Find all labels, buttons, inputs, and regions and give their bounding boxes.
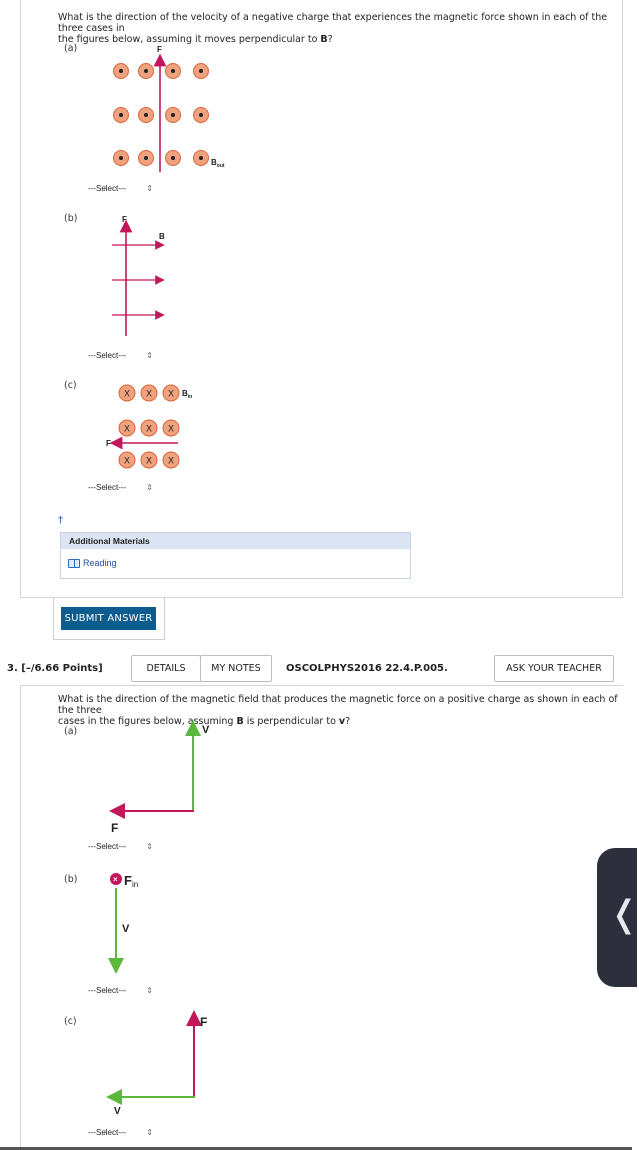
svg-text:×: ×	[113, 875, 118, 884]
reading-link[interactable]	[68, 558, 117, 568]
q3-prompt-line-1: What is the direction of the magnetic field that produces the magnetic force on a positive charge as shown in each of the three	[58, 694, 618, 716]
prompt-end: ?	[327, 34, 333, 45]
figure-2a	[105, 40, 245, 180]
force-label-c: F	[106, 439, 111, 448]
b-out-dots	[114, 64, 209, 166]
prompt-bold-b: B	[320, 34, 328, 45]
updown-chevron-icon: ⇕	[146, 1128, 153, 1137]
question-code: OSCOLPHYS2016 22.4.P.005.	[286, 663, 448, 674]
force-label-a: F	[157, 45, 162, 54]
force-label-b: F	[122, 215, 127, 224]
updown-chevron-icon: ⇕	[146, 351, 153, 360]
submit-container	[53, 598, 165, 640]
figure-2b	[108, 212, 188, 337]
f-in-symbol	[110, 873, 122, 885]
q3-bold-v: v	[338, 716, 346, 727]
svg-text:X: X	[168, 423, 175, 434]
v-label-3a: V	[202, 724, 210, 736]
q3-part-a-label: (a)	[64, 726, 78, 737]
select-q2b[interactable]: ---Select--- ⇕	[82, 348, 158, 363]
v-label-3c: V	[114, 1106, 121, 1117]
part-a-label: (a)	[64, 43, 78, 54]
f-label-3c: F	[200, 1015, 208, 1029]
select-q3a[interactable]: ---Select--- ⇕	[82, 839, 158, 854]
b-in-crosses	[119, 385, 179, 468]
updown-chevron-icon: ⇕	[146, 184, 153, 193]
submit-answer-button[interactable]: SUBMIT ANSWER	[61, 607, 156, 630]
figure-3b	[108, 870, 168, 970]
q3-part-c-label: (c)	[64, 1016, 77, 1027]
details-button[interactable]: DETAILS	[131, 655, 201, 682]
svg-text:X: X	[146, 423, 153, 434]
svg-text:X: X	[124, 423, 131, 434]
v-label-3b: V	[122, 923, 130, 935]
part-b-label: (b)	[64, 213, 78, 224]
q3-prompt-line-2: cases in the figures below, assuming	[58, 716, 237, 727]
svg-text:X: X	[124, 455, 131, 466]
updown-chevron-icon: ⇕	[146, 483, 153, 492]
figure-3a	[105, 718, 225, 833]
q3-prompt-mid: is perpendicular to	[243, 716, 339, 727]
bin-label: $B_{in}$	[182, 389, 193, 400]
ask-your-teacher-button[interactable]: ASK YOUR TEACHER	[494, 655, 614, 682]
svg-text:X: X	[168, 388, 175, 399]
prompt-line-2: the figures below, assuming it moves perpendicular to	[58, 34, 321, 45]
figure-3c	[106, 1010, 226, 1115]
f-label-3a: F	[111, 821, 119, 835]
additional-materials-box	[60, 532, 411, 579]
q3-part-b-label: (b)	[64, 874, 78, 885]
svg-text:X: X	[124, 388, 131, 399]
select-q3b[interactable]: ---Select--- ⇕	[82, 983, 158, 998]
side-panel-toggle[interactable]	[597, 848, 637, 987]
svg-text:X: X	[146, 455, 153, 466]
q3-bold-b: B	[236, 716, 244, 727]
book-icon	[68, 559, 80, 568]
svg-text:X: X	[168, 455, 175, 466]
footnote-dagger: †	[58, 515, 63, 526]
updown-chevron-icon: ⇕	[146, 986, 153, 995]
field-label-b: B	[159, 232, 165, 241]
q3-prompt-end: ?	[345, 716, 351, 727]
prompt-line-1: What is the direction of the velocity of a negative charge that experiences the magnetic force shown in each of the three cases in	[58, 12, 608, 34]
additional-materials-header: Additional Materials	[61, 533, 410, 549]
updown-chevron-icon: ⇕	[146, 842, 153, 851]
question-3-header	[0, 653, 632, 685]
part-c-label: (c)	[64, 380, 77, 391]
f-in-label: Fin	[124, 873, 139, 889]
select-q3c[interactable]: ---Select--- ⇕	[82, 1125, 158, 1140]
reading-link-text[interactable]: Reading	[83, 558, 117, 568]
my-notes-button[interactable]: MY NOTES	[200, 655, 272, 682]
question-3-points: 3. [–/6.66 Points]	[7, 663, 103, 674]
bout-label: $B_{out}$	[211, 158, 225, 169]
svg-text:X: X	[146, 388, 153, 399]
figure-2c	[106, 383, 212, 473]
select-q2a[interactable]: ---Select--- ⇕	[82, 181, 158, 196]
select-q2c[interactable]: ---Select--- ⇕	[82, 480, 158, 495]
chevron-left-icon: ❬	[609, 894, 639, 935]
